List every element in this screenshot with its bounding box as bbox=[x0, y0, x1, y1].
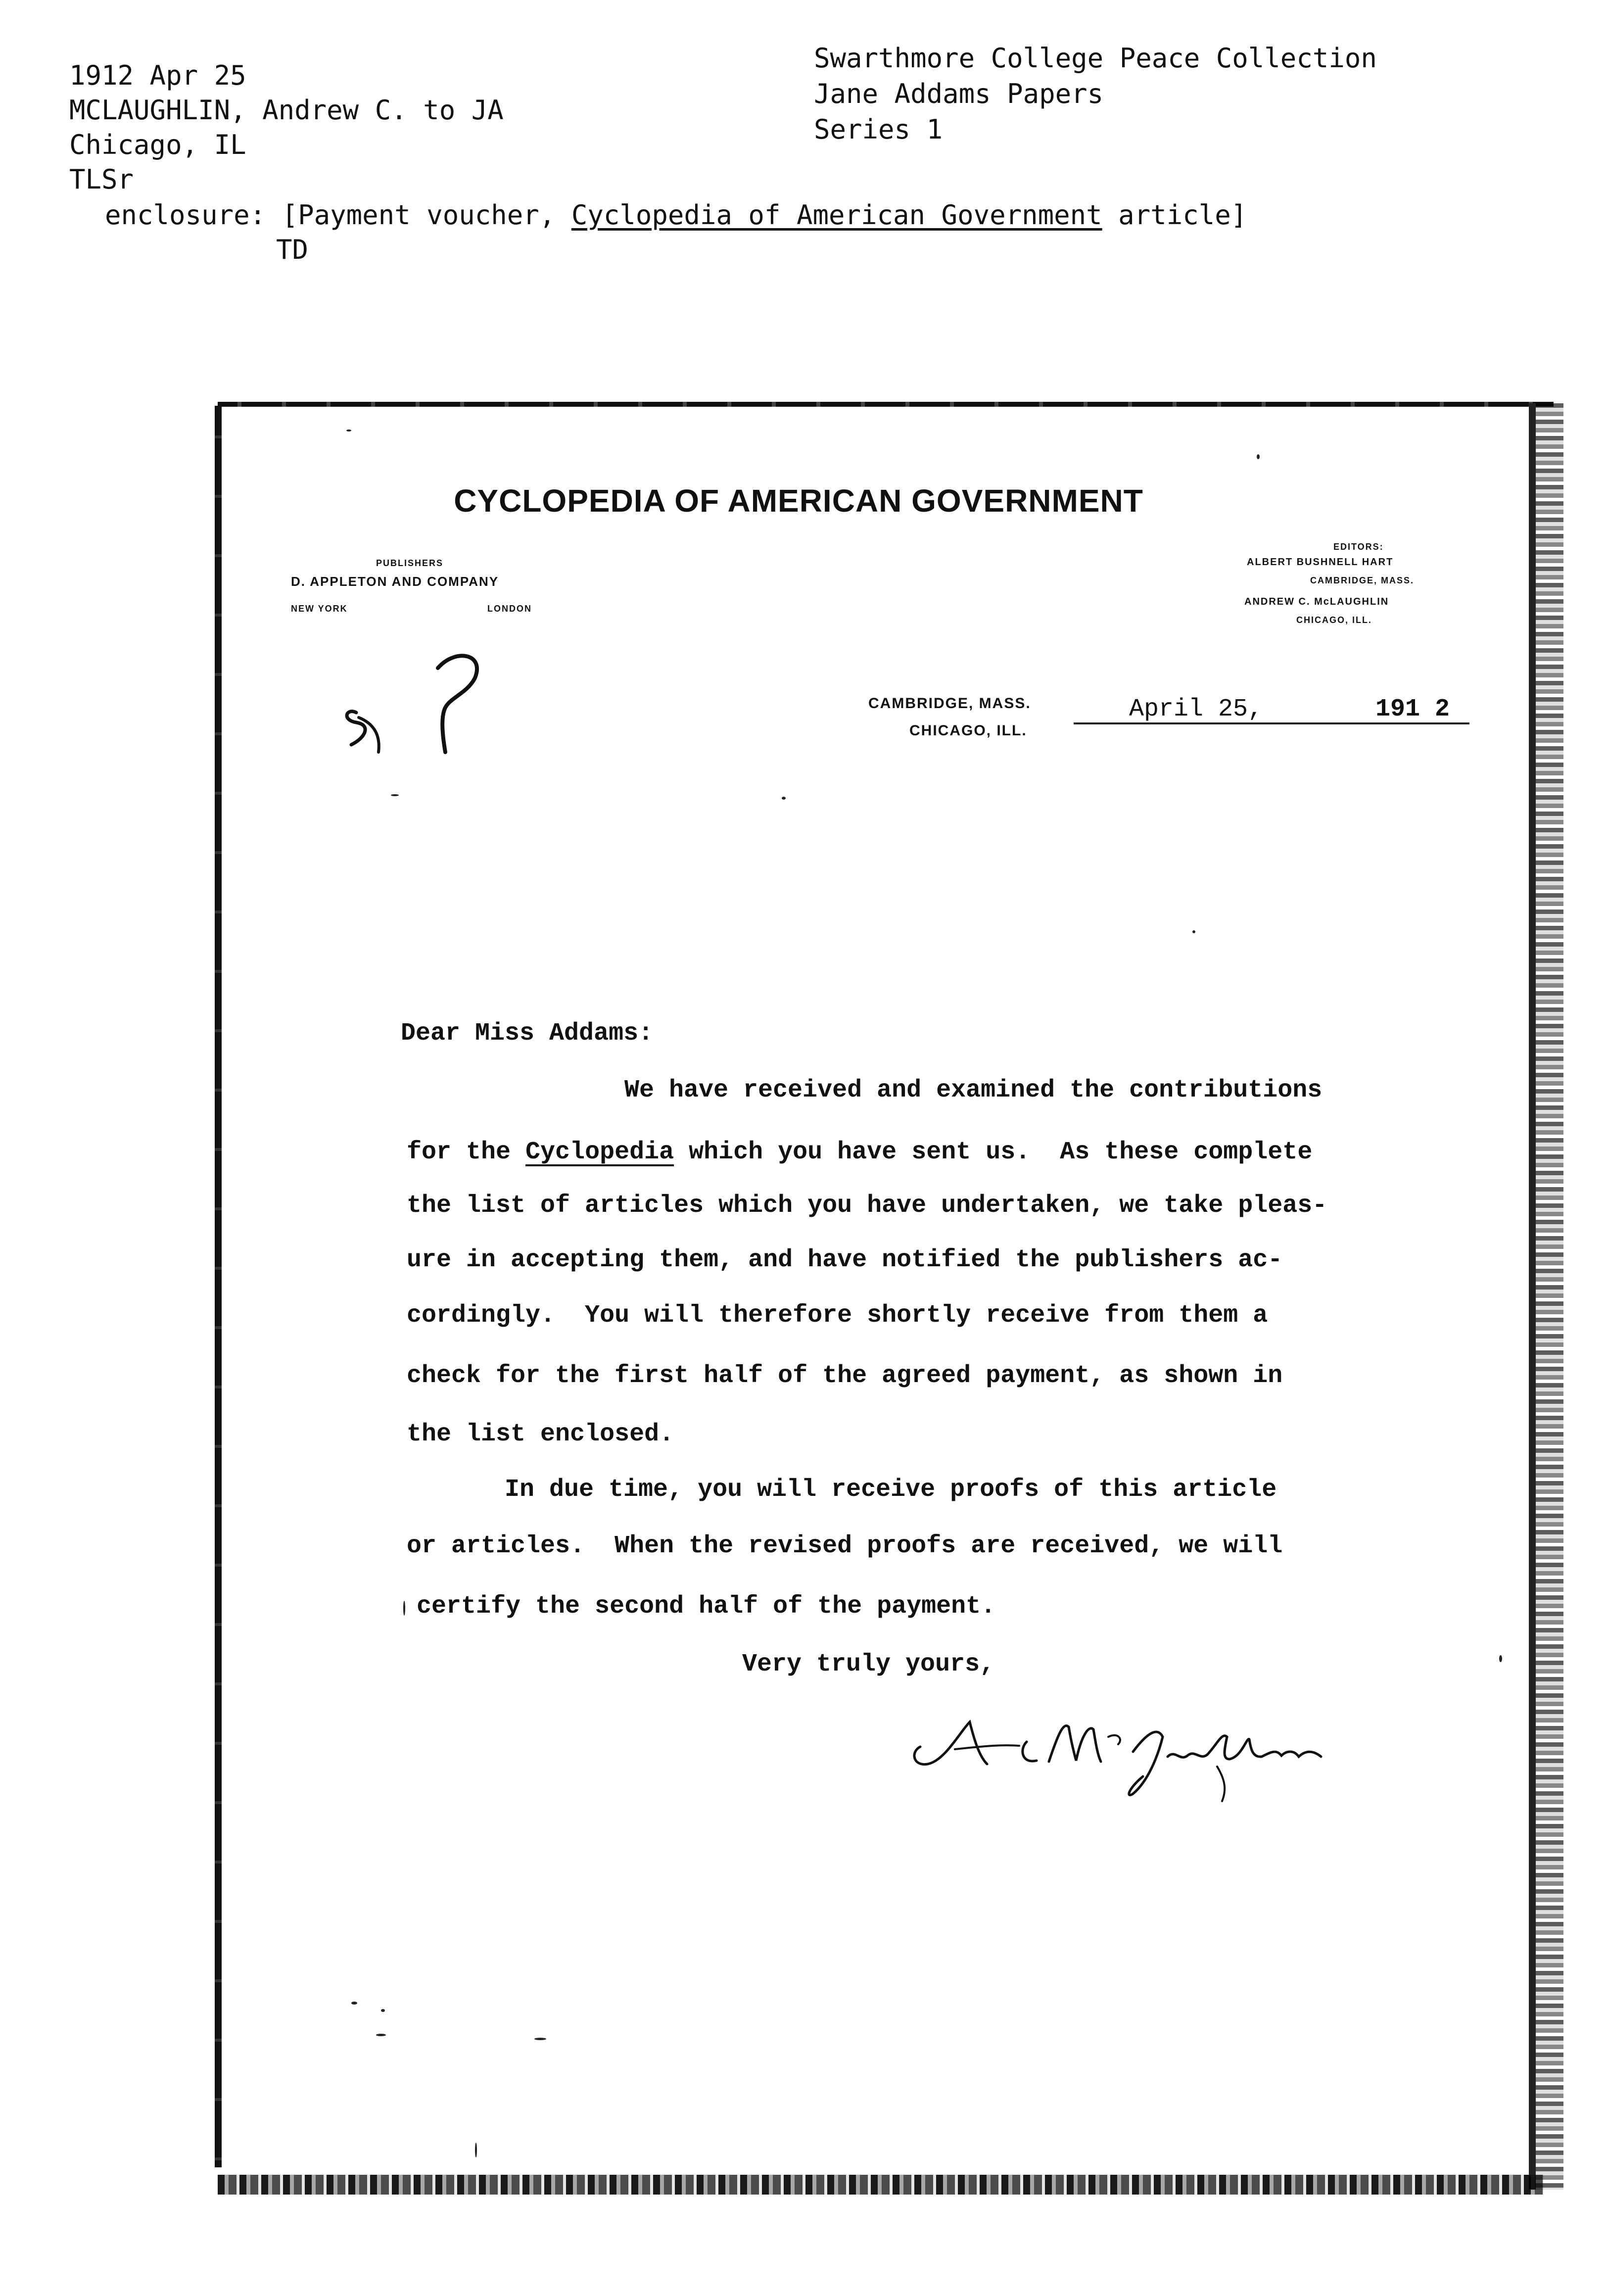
dateline-year: 191 2 bbox=[1375, 695, 1450, 723]
closing: Very truly yours, bbox=[742, 1650, 995, 1678]
cyclopedia-title: Cyclopedia bbox=[525, 1138, 674, 1166]
body-line-4: ure in accepting them, and have notified the publishers ac- bbox=[407, 1246, 1283, 1274]
body-line-1: We have received and examined the contributions bbox=[624, 1076, 1323, 1104]
speck bbox=[1257, 454, 1260, 459]
body-line-6: check for the first half of the agreed payment, as shown in bbox=[407, 1362, 1283, 1390]
speck bbox=[351, 2002, 357, 2005]
handwritten-mark-icon bbox=[336, 638, 495, 767]
catalog-place: Chicago, IL bbox=[69, 129, 246, 160]
enclosure-line bbox=[105, 198, 1247, 233]
publisher-city-london: LONDON bbox=[487, 604, 532, 614]
editor-hart-city: CAMBRIDGE, MASS. bbox=[1310, 575, 1415, 585]
enclosure-type: TD bbox=[276, 234, 309, 265]
publisher-name: D. APPLETON AND COMPANY bbox=[291, 574, 499, 589]
speck bbox=[475, 2143, 477, 2157]
sheet-edge-right-shadow bbox=[1534, 403, 1563, 2190]
dateline-date: April 25, bbox=[1129, 695, 1263, 723]
body-line-7: the list enclosed. bbox=[407, 1420, 674, 1448]
editors-label: EDITORS: bbox=[1333, 542, 1384, 552]
speck bbox=[391, 794, 399, 796]
sheet-edge-top bbox=[218, 402, 1554, 407]
sheet-edge-left bbox=[215, 406, 222, 2167]
salutation: Dear Miss Addams: bbox=[401, 1019, 654, 1048]
sheet-edge-bottom bbox=[218, 2175, 1544, 2195]
editor-mclaughlin-city: CHICAGO, ILL. bbox=[1296, 615, 1372, 625]
publishers-label: PUBLISHERS bbox=[376, 558, 444, 568]
body-line-2-post: which you have sent us. As these complete bbox=[674, 1138, 1313, 1166]
enclosure-suffix: article] bbox=[1102, 199, 1247, 231]
letterhead-title: CYCLOPEDIA OF AMERICAN GOVERNMENT bbox=[454, 483, 1143, 519]
speck bbox=[534, 2038, 546, 2040]
editor-mclaughlin: ANDREW C. McLAUGHLIN bbox=[1244, 596, 1389, 607]
body-line-5: cordingly. You will therefore shortly receive from them a bbox=[407, 1301, 1268, 1330]
body-line-9: or articles. When the revised proofs are received, we will bbox=[407, 1532, 1283, 1560]
catalog-collection: Swarthmore College Peace Collection bbox=[814, 43, 1377, 74]
speck bbox=[1192, 930, 1195, 933]
catalog-papers: Jane Addams Papers bbox=[814, 78, 1104, 109]
dateline-cambridge: CAMBRIDGE, MASS. bbox=[868, 695, 1031, 712]
editor-hart: ALBERT BUSHNELL HART bbox=[1247, 557, 1394, 568]
catalog-correspondents: MCLAUGHLIN, Andrew C. to JA bbox=[69, 95, 504, 126]
catalog-series: Series 1 bbox=[814, 114, 943, 145]
speck bbox=[1499, 1655, 1502, 1662]
catalog-right-block bbox=[814, 41, 1377, 147]
catalog-doc-type: TLSr bbox=[69, 164, 134, 195]
body-line-2 bbox=[407, 1138, 1312, 1166]
body-line-10: certify the second half of the payment. bbox=[417, 1592, 996, 1621]
speck bbox=[376, 2034, 386, 2036]
enclosure-prefix: enclosure: [Payment voucher, bbox=[105, 199, 571, 231]
body-line-8: In due time, you will receive proofs of this article bbox=[505, 1476, 1277, 1504]
enclosure-title: Cyclopedia of American Government bbox=[571, 199, 1102, 231]
speck bbox=[346, 430, 351, 431]
signature-icon bbox=[900, 1702, 1346, 1811]
speck bbox=[381, 2009, 385, 2012]
speck bbox=[403, 1601, 405, 1616]
speck bbox=[782, 797, 786, 800]
catalog-date: 1912 Apr 25 bbox=[69, 60, 246, 91]
catalog-left-block bbox=[69, 58, 504, 197]
dateline-chicago: CHICAGO, ILL. bbox=[909, 722, 1027, 739]
publisher-city-new-york: NEW YORK bbox=[291, 604, 348, 614]
body-line-3: the list of articles which you have undertaken, we take pleas- bbox=[407, 1192, 1327, 1220]
sheet-edge-right bbox=[1529, 403, 1536, 2190]
body-line-2-pre: for the bbox=[407, 1138, 526, 1166]
